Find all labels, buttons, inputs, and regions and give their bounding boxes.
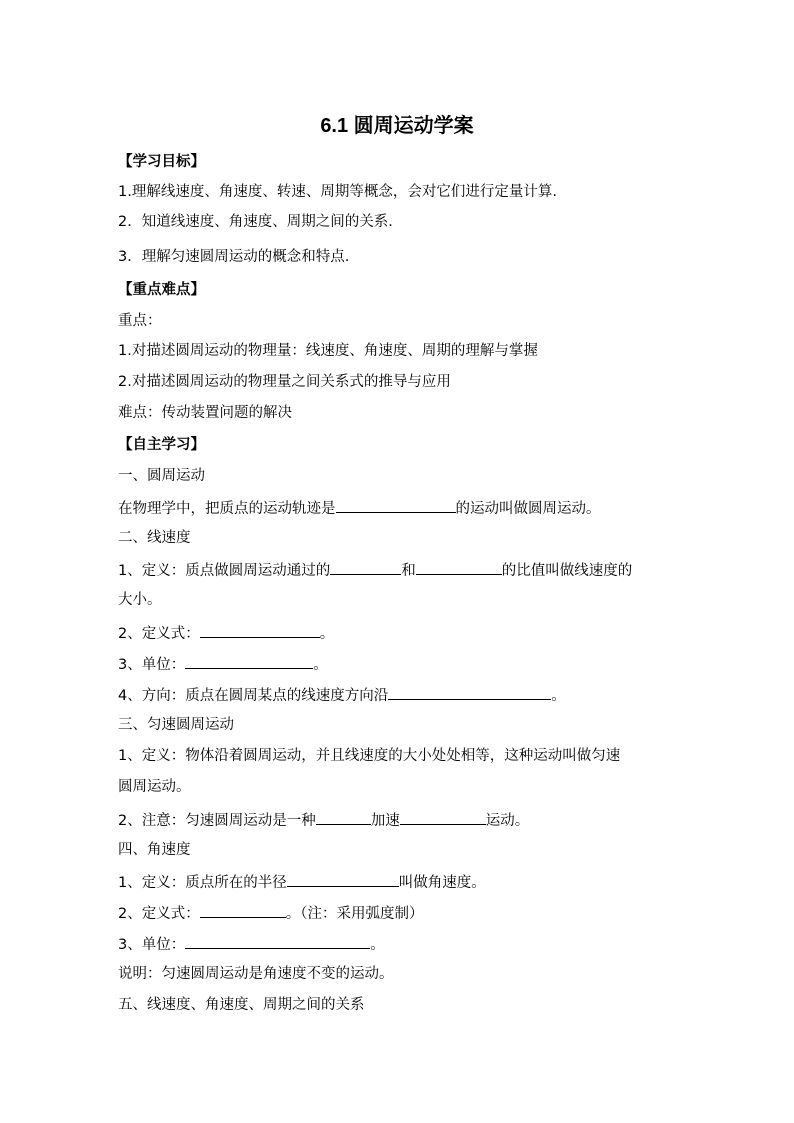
text-fragment: 。 — [370, 937, 385, 953]
goal-item: 1.理解线速度、角速度、转速、周期等概念，会对它们进行定量计算. — [118, 184, 557, 200]
text-line: 1、定义：物体沿着圆周运动，并且线速度的大小处处相等，这种运动叫做匀速 — [118, 748, 621, 764]
answer-blank[interactable] — [185, 653, 313, 669]
fill-in-line — [118, 497, 678, 519]
answer-blank[interactable] — [185, 933, 370, 949]
section-title: 二、线速度 — [118, 530, 191, 546]
focus-item: 2.对描述圆周运动的物理量之间关系式的推导与应用 — [118, 374, 451, 390]
answer-blank[interactable] — [416, 559, 502, 575]
text-fragment: 和 — [401, 563, 416, 579]
key-heading: 【重点难点】 — [118, 282, 205, 298]
goal-item: 3．理解匀速圆周运动的概念和特点. — [118, 249, 350, 265]
text-fragment: 2、注意：匀速圆周运动是一种 — [118, 813, 316, 829]
text-fragment: 运动。 — [485, 813, 530, 829]
self-study-heading: 【自主学习】 — [118, 437, 205, 453]
answer-blank[interactable] — [336, 497, 456, 513]
fill-in-line — [118, 902, 678, 924]
fill-in-line — [118, 933, 678, 955]
page-title: 6.1 圆周运动学案 — [320, 115, 474, 137]
text-fragment: 在物理学中，把质点的运动轨迹是 — [118, 501, 336, 517]
fill-in-line — [118, 559, 678, 581]
focus-item: 1.对描述圆周运动的物理量：线速度、角速度、周期的理解与掌握 — [118, 343, 538, 359]
text-fragment: 。 — [319, 626, 335, 642]
answer-blank[interactable] — [330, 559, 401, 575]
text-fragment: 。 — [313, 657, 328, 673]
fill-in-line — [118, 622, 678, 644]
fill-in-line — [118, 653, 678, 675]
text-fragment: 1、定义：质点所在的半径 — [118, 875, 287, 891]
text-fragment: 4、方向：质点在圆周某点的线速度方向沿 — [118, 688, 389, 704]
text-line: 说明：匀速圆周运动是角速度不变的运动。 — [118, 966, 394, 982]
text-fragment: 的比值叫做线速度的 — [501, 563, 633, 579]
answer-blank[interactable] — [200, 622, 320, 638]
section-title: 四、角速度 — [118, 842, 191, 858]
text-fragment: 3、单位： — [118, 657, 186, 673]
text-fragment: 叫做角速度。 — [398, 875, 486, 891]
focus-label: 重点： — [118, 313, 162, 329]
text-fragment: 。（注：采用弧度制） — [285, 906, 424, 922]
answer-blank[interactable] — [400, 809, 486, 825]
answer-blank[interactable] — [316, 809, 371, 825]
goal-item: 2．知道线速度、角速度、周期之间的关系. — [118, 214, 393, 230]
answer-blank[interactable] — [200, 902, 286, 918]
text-fragment: 3、单位： — [118, 937, 186, 953]
text-line: 圆周运动。 — [118, 779, 191, 795]
difficulty-text: 难点：传动装置问题的解决 — [118, 405, 292, 421]
fill-in-line — [118, 684, 678, 706]
section-title: 一、圆周运动 — [118, 468, 205, 484]
fill-in-line — [118, 871, 678, 893]
text-fragment: 2、定义式： — [118, 626, 200, 642]
goals-heading: 【学习目标】 — [118, 154, 205, 170]
text-line: 大小。 — [118, 592, 162, 608]
answer-blank[interactable] — [287, 871, 399, 887]
section-title: 五、线速度、角速度、周期之间的关系 — [118, 997, 365, 1013]
text-fragment: 加速 — [370, 813, 400, 829]
fill-in-line — [118, 809, 678, 831]
text-fragment: 。 — [551, 688, 566, 704]
text-fragment: 的运动叫做圆周运动。 — [455, 501, 601, 517]
section-title: 三、匀速圆周运动 — [118, 717, 234, 733]
text-fragment: 1、定义：质点做圆周运动通过的 — [118, 563, 331, 579]
answer-blank[interactable] — [388, 684, 551, 700]
text-fragment: 2、定义式： — [118, 906, 200, 922]
